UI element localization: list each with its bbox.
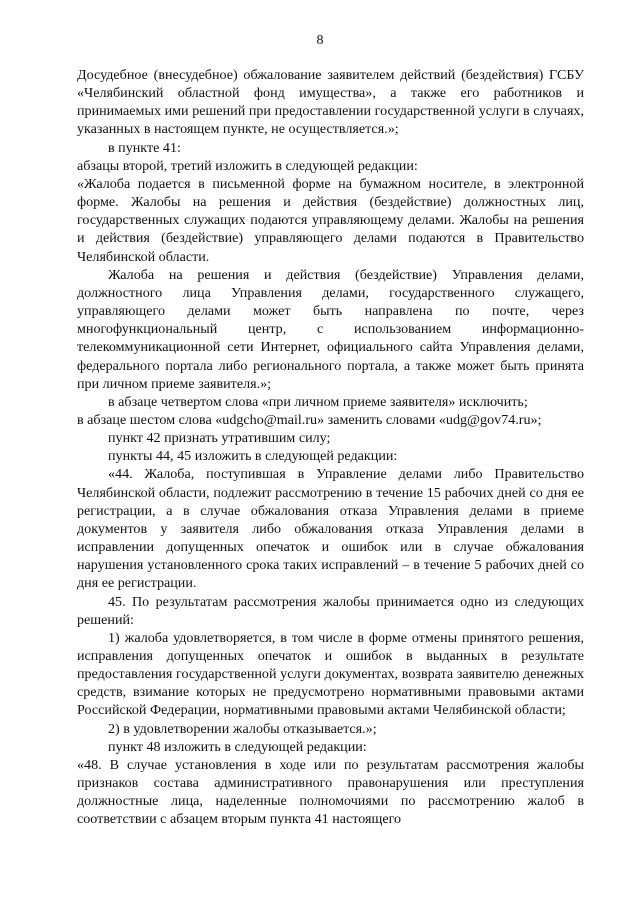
paragraph-point-41: в пункте 41: xyxy=(108,139,181,156)
paragraph-point-45: 45. По результатам рассмотрения жалобы принимается одно из следующих решений: xyxy=(77,593,584,628)
paragraph-point-44: «44. Жалоба, поступившая в Управление делами либо Правительство Челябинской области, подлежит рассмотрению в течение 15 рабочих дней со дня ее регистрации, а в случае обжалования отказа Управления делами в приеме документов у заявителя либо обжалования отказа Управления делами в исправлении допущенных опечаток и ошибок или в случае обжалования нарушения установленного срока таких исправлений – в течение 5 рабочих дней со дня ее регистрации. xyxy=(77,466,584,592)
paragraph-abzac-4: в абзаце четвертом слова «при личном приеме заявителя» исключить; xyxy=(108,393,528,410)
page-number: 8 xyxy=(316,33,324,48)
paragraph-complaint-channels: Жалоба на решения и действия (бездействие) Управления делами, должностного лица Управления делами, государственного служащего, управляющего делами может быть направлена по почте, через многофункциональный центр, с использованием информационно-телекоммуникационной сети Интернет, официального сайта Управления делами, федерального портала либо регионального портала, а также может быть принята при личном приеме заявителя.»; xyxy=(77,266,584,392)
document-body xyxy=(77,66,584,829)
paragraph-decision-2: 2) в удовлетворении жалобы отказывается.»; xyxy=(108,720,377,737)
paragraph-point-48: пункт 48 изложить в следующей редакции: xyxy=(108,738,367,755)
paragraph-point-42: пункт 42 признать утратившим силу; xyxy=(108,430,331,447)
paragraph-complaint-form: «Жалоба подается в письменной форме на бумажном носителе, в электронной форме. Жалобы на решения и действия (бездействие) должностных лиц, государственных служащих подаются управляющему делами. Жалобы на решения и действия (бездействие) управляющего делами подаются в Правительство Челябинской области. xyxy=(77,175,584,265)
paragraph-points-44-45: пункты 44, 45 изложить в следующей редакции: xyxy=(108,448,398,465)
paragraph-point-48-text: «48. В случае установления в ходе или по результатам рассмотрения жалобы признаков состава административного правонарушения или преступления должностные лица, наделенные полномочиями по рассмотрению жалоб в соответствии с абзацем вторым пункта 41 настоящего xyxy=(77,756,584,828)
paragraph-decision-1: 1) жалоба удовлетворяется, в том числе в форме отмены принятого решения, исправления допущенных опечаток и ошибок в выданных в результате предоставления государственной услуги документах, возврата заявителю денежных средств, взимание которых не предусмотрено нормативными правовыми актами Российской Федерации, нормативными правовыми актами Челябинской области; xyxy=(77,629,584,719)
paragraph-abzacy-2-3: абзацы второй, третий изложить в следующей редакции: xyxy=(77,157,418,174)
paragraph-appeal-intro: Досудебное (внесудебное) обжалование заявителем действий (бездействия) ГСБУ «Челябинский областной фонд имущества», а также его работников и принимаемых ими решений при предоставлении государственной услуги в случаях, указанных в настоящем пункте, не осуществляется.»; xyxy=(77,67,584,138)
paragraph-abzac-6: в абзаце шестом слова «udgcho@mail.ru» заменить словами «udg@gov74.ru»; xyxy=(77,411,542,428)
